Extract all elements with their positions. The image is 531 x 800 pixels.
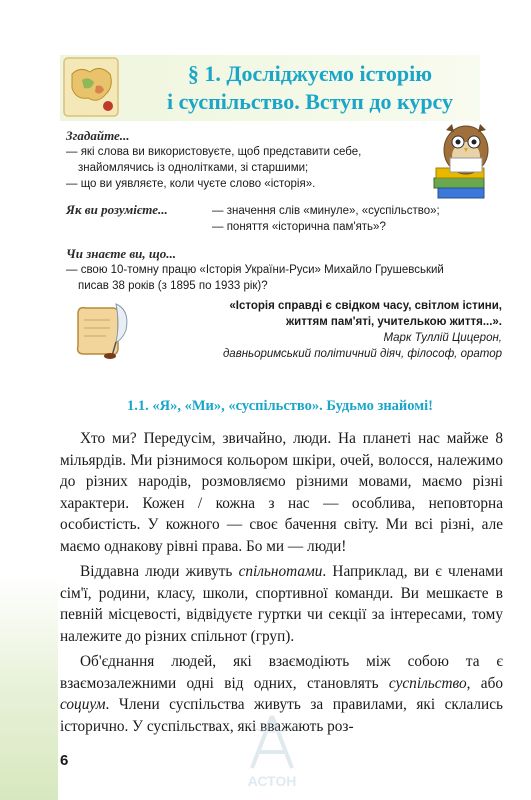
paragraph: Об'єднання людей, які взаємодіють між собою та є взаємозалежними одні від одних, становлять суспільство, або социум. Члени суспільства живуть за правилами, які склались історично. У суспільствах, які вважають роз- — [60, 653, 504, 735]
page-title-line1: § 1. Досліджуємо історію — [187, 61, 433, 86]
understand-row — [66, 202, 506, 219]
watermark-text: АСТОН — [247, 773, 297, 789]
know-item: писав 38 років (з 1895 по 1933 рік)? — [78, 280, 268, 292]
quote-line: «Історія справді є свідком часу, світлом істини, — [229, 300, 502, 312]
understand-block — [66, 202, 506, 235]
know-item: — свою 10-томну працю «Історія України-Руси» Михайло Грушевський — [66, 264, 444, 276]
recall-heading: Згадайте... — [66, 128, 130, 143]
recall-item: — що ви уявляєте, коли чуєте слово «історія». — [66, 178, 316, 190]
know-heading: Чи знаєте ви, що... — [66, 246, 176, 261]
section-title: 1.1. «Я», «Ми», «суспільство». Будьмо знайомі! — [127, 398, 433, 414]
term-socium: социум — [60, 696, 106, 713]
paragraph: Хто ми? Передусім, звичайно, люди. На планеті нас майже 8 мільярдів. Ми різнимося кольором шкіри, очей, волосся, належимо до різних народів, розмовляємо різними мовами, маємо різні характери. Кожен / кожна з нас — особлива, неповторна особистість. У кожного — своє бачення світу. Ми всі різні, але маємо однакову рівні права. Бо ми — люди! — [60, 430, 503, 555]
page-title — [130, 60, 490, 116]
understand-heading: Як ви розумієте... — [66, 202, 168, 217]
section-body — [60, 428, 503, 741]
recall-block — [66, 128, 436, 192]
publisher-watermark-logo — [222, 712, 322, 792]
owl-reading-icon — [430, 122, 502, 200]
map-icon — [62, 56, 120, 118]
scroll-quill-icon — [72, 300, 134, 360]
quote-author: Марк Туллій Цицерон, — [383, 332, 502, 344]
quote-author-desc: давньоримський політичний діяч, філософ, оратор — [222, 348, 502, 360]
recall-item: — які слова ви використовуєте, щоб представити себе, — [66, 146, 362, 158]
term-society: суспільство — [388, 674, 467, 692]
page-number: 6 — [60, 752, 69, 769]
epigraph-quote — [140, 298, 502, 362]
know-block — [66, 246, 506, 294]
quote-line: життям пам'яті, учителькою життя...». — [286, 316, 502, 328]
page-title-line2: і суспільство. Вступ до курсу — [166, 89, 454, 114]
understand-item: — значення слів «минуле», «суспільство»; — [212, 205, 440, 217]
recall-item: знайомлячись із однолітками, зі старшими; — [78, 162, 309, 174]
term-communities: спільнотами — [238, 563, 323, 580]
understand-item: — поняття «історична пам'ять»? — [212, 221, 386, 233]
page-margin-band — [0, 0, 58, 800]
paragraph: Віддавна люди живуть спільнотами. Наприклад, ви є членами сім'ї, родини, класу, школи, спортивної команди. Ви мешкаєте в певній місцевості, відвідуєте гуртки чи секції за інтересами, тому належите до різних спільнот (груп). — [60, 563, 504, 645]
